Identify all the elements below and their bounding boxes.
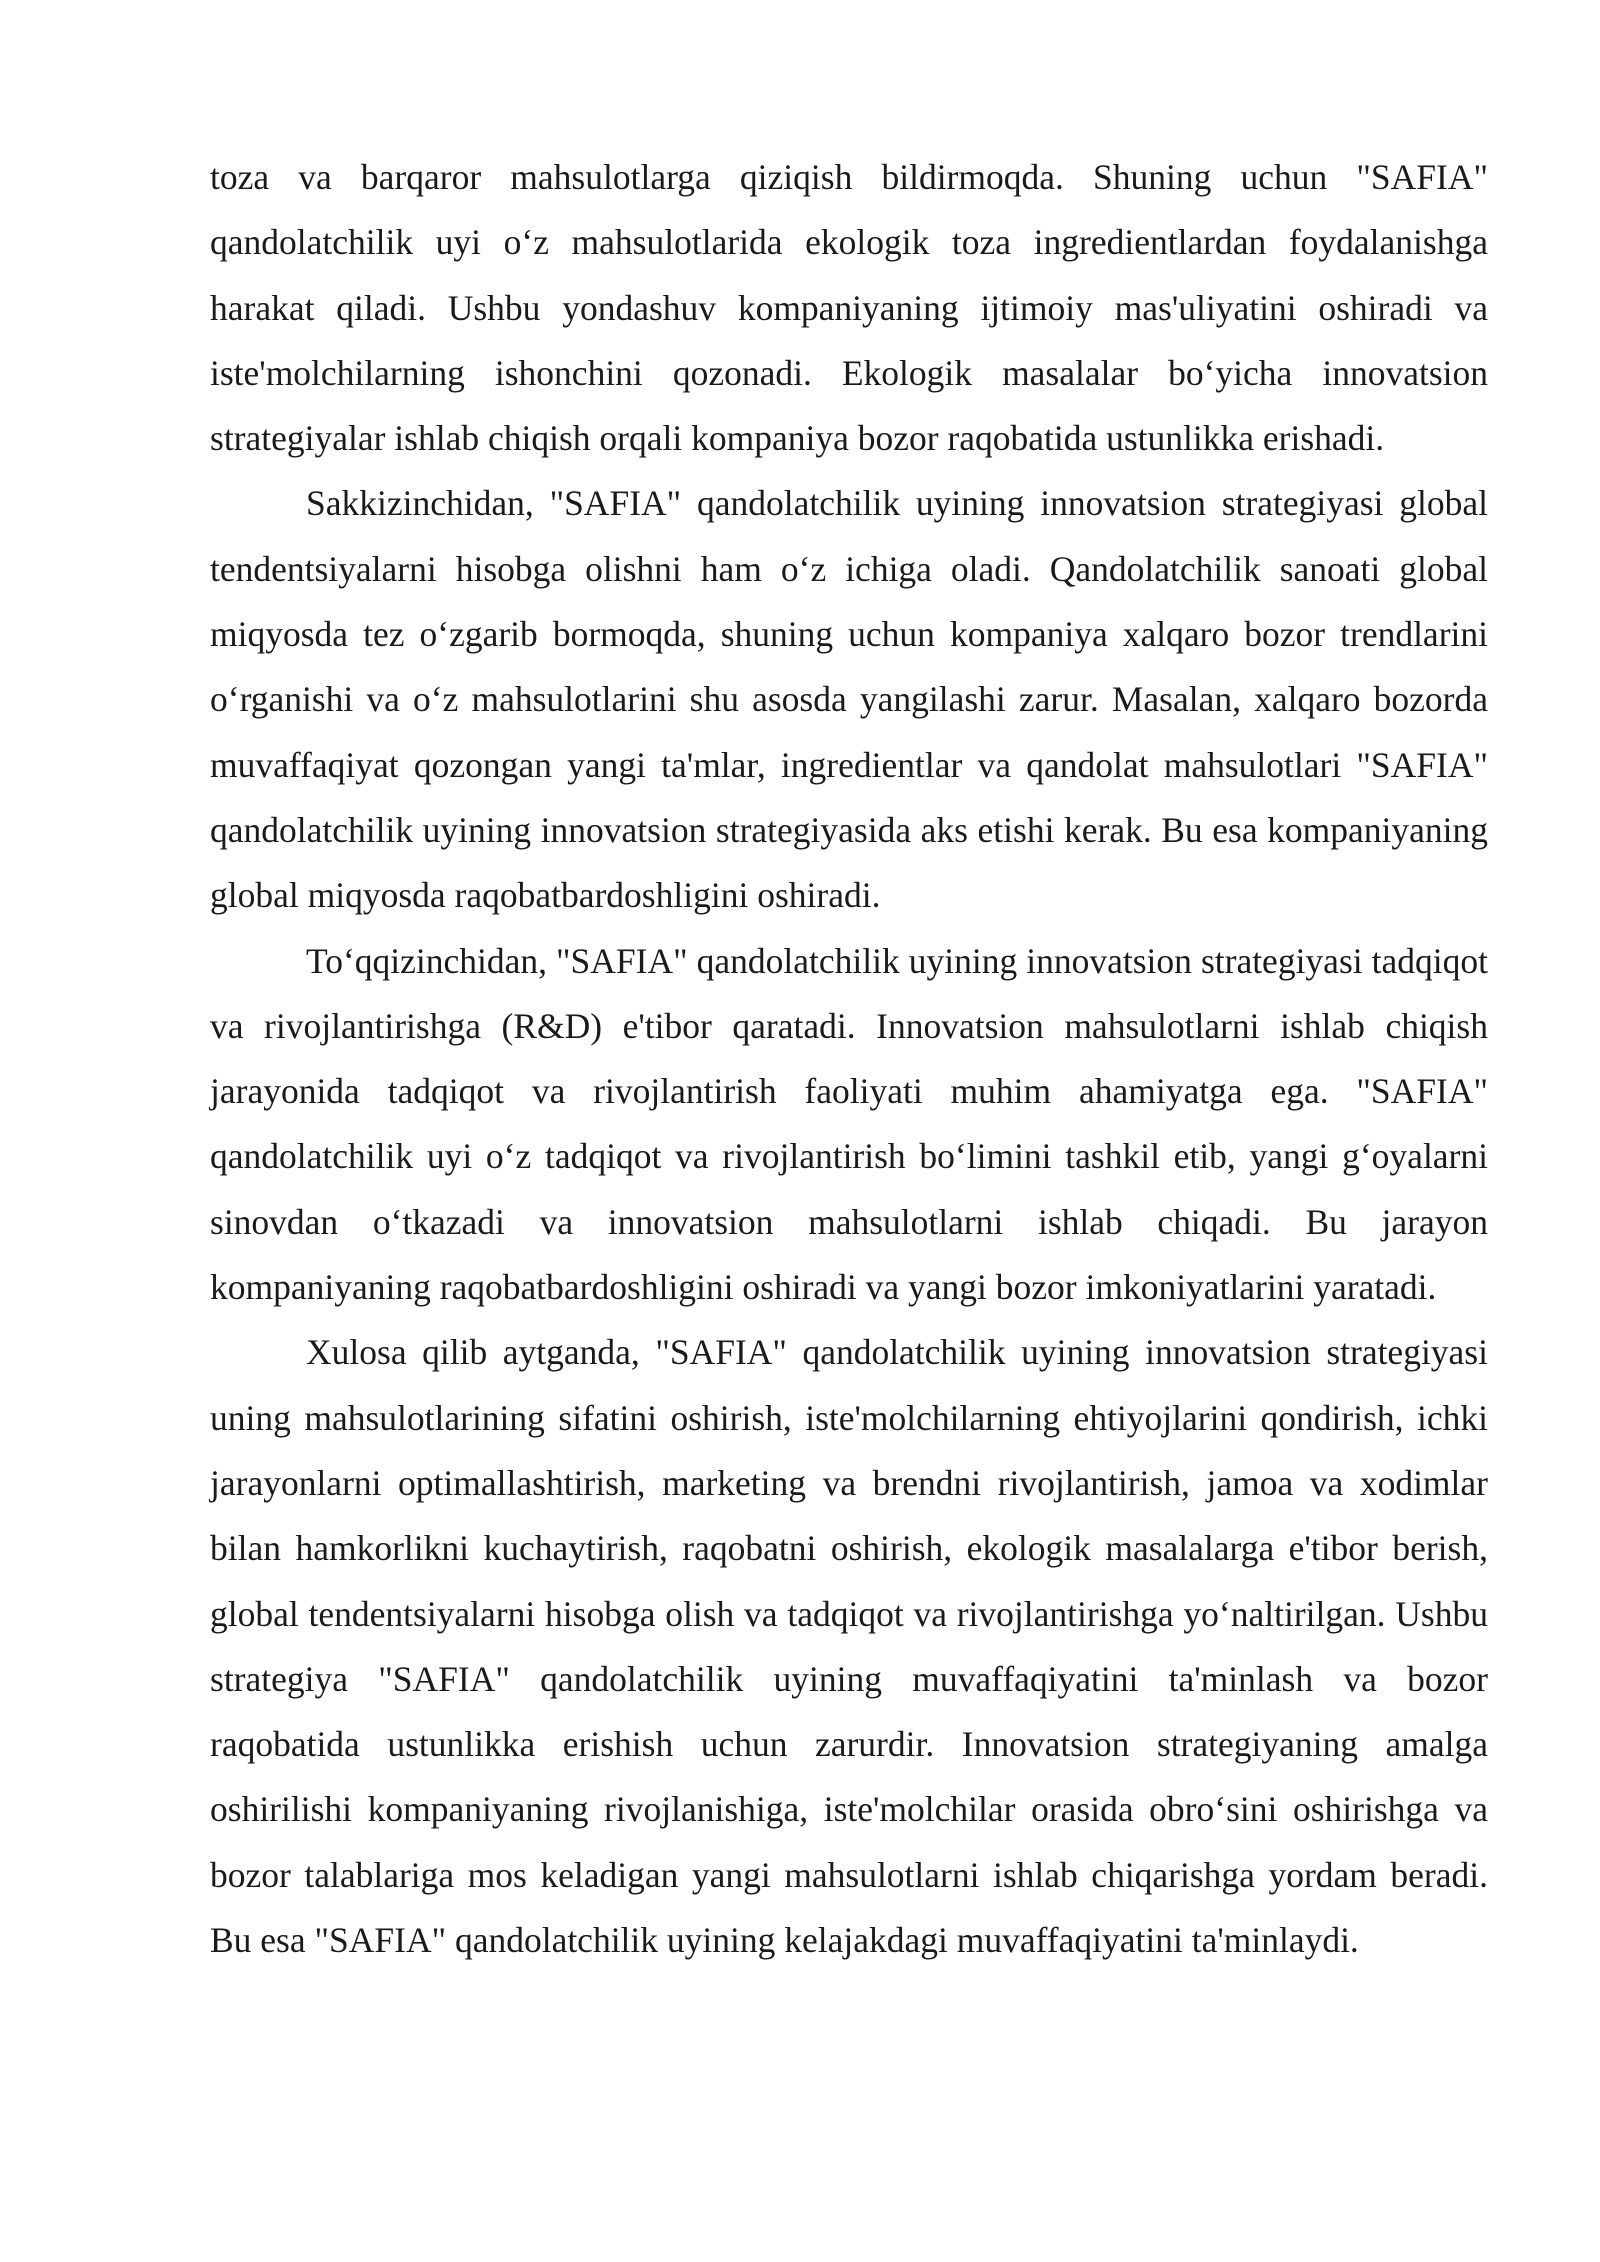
- paragraph-eighth: Sakkizinchidan, "SAFIA" qandolatchilik uyining innovatsion strategiyasi global tendentsiyalarni hisobga olishni ham o‘z ichiga oladi. Qandolatchilik sanoati global miqyosda tez o‘zgarib bormoqda, shuning uchun kompaniya xalqaro bozor trendlarini o‘rganishi va o‘z mahsulotlarini shu asosda yangilashi zarur. Masalan, xalqaro bozorda muvaffaqiyat qozongan yangi ta'mlar, ingredientlar va qandolat mahsulotlari "SAFIA" qandolatchilik uyining innovatsion strategiyasida aks etishi kerak. Bu esa kompaniyaning global miqyosda raqobatbardoshligini oshiradi.: [210, 483, 1488, 916]
- paragraph-conclusion: Xulosa qilib aytganda, "SAFIA" qandolatchilik uyining innovatsion strategiyasi uning mahsulotlarining sifatini oshirish, iste'molchilarning ehtiyojlarini qondirish, ichki jarayonlarni optimallashtirish, marketing va brendni rivojlantirish, jamoa va xodimlar bilan hamkorlikni kuchaytirish, raqobatni oshirish, ekologik masalalarga e'tibor berish, global tendentsiyalarni hisobga olish va tadqiqot va rivojlantirishga yo‘naltirilgan. Ushbu strategiya "SAFIA" qandolatchilik uyining muvaffaqiyatini ta'minlash va bozor raqobatida ustunlikka erishish uchun zarurdir. Innovatsion strategiyaning amalga oshirilishi kompaniyaning rivojlanishiga, iste'molchilar orasida obro‘sini oshirishga va bozor talablariga mos keladigan yangi mahsulotlarni ishlab chiqarishga yordam beradi. Bu esa "SAFIA" qandolatchilik uyining kelajakdagi muvaffaqiyatini ta'minlaydi.: [210, 1332, 1488, 1961]
- document-body: [210, 145, 1488, 1973]
- paragraph-ninth: To‘qqizinchidan, "SAFIA" qandolatchilik uyining innovatsion strategiyasi tadqiqot va rivojlantirishga (R&D) e'tibor qaratadi. Innovatsion mahsulotlarni ishlab chiqish jarayonida tadqiqot va rivojlantirish faoliyati muhim ahamiyatga ega. "SAFIA" qandolatchilik uyi o‘z tadqiqot va rivojlantirish bo‘limini tashkil etib, yangi g‘oyalarni sinovdan o‘tkazadi va innovatsion mahsulotlarni ishlab chiqadi. Bu jarayon kompaniyaning raqobatbardoshligini oshiradi va yangi bozor imkoniyatlarini yaratadi.: [210, 940, 1488, 1308]
- paragraph-continuation: toza va barqaror mahsulotlarga qiziqish bildirmoqda. Shuning uchun "SAFIA" qandolatchilik uyi o‘z mahsulotlarida ekologik toza ingredientlardan foydalanishga harakat qiladi. Ushbu yondashuv kompaniyaning ijtimoiy mas'uliyatini oshiradi va iste'molchilarning ishonchini qozonadi. Ekologik masalalar bo‘yicha innovatsion strategiyalar ishlab chiqish orqali kompaniya bozor raqobatida ustunlikka erishadi.: [210, 157, 1488, 459]
